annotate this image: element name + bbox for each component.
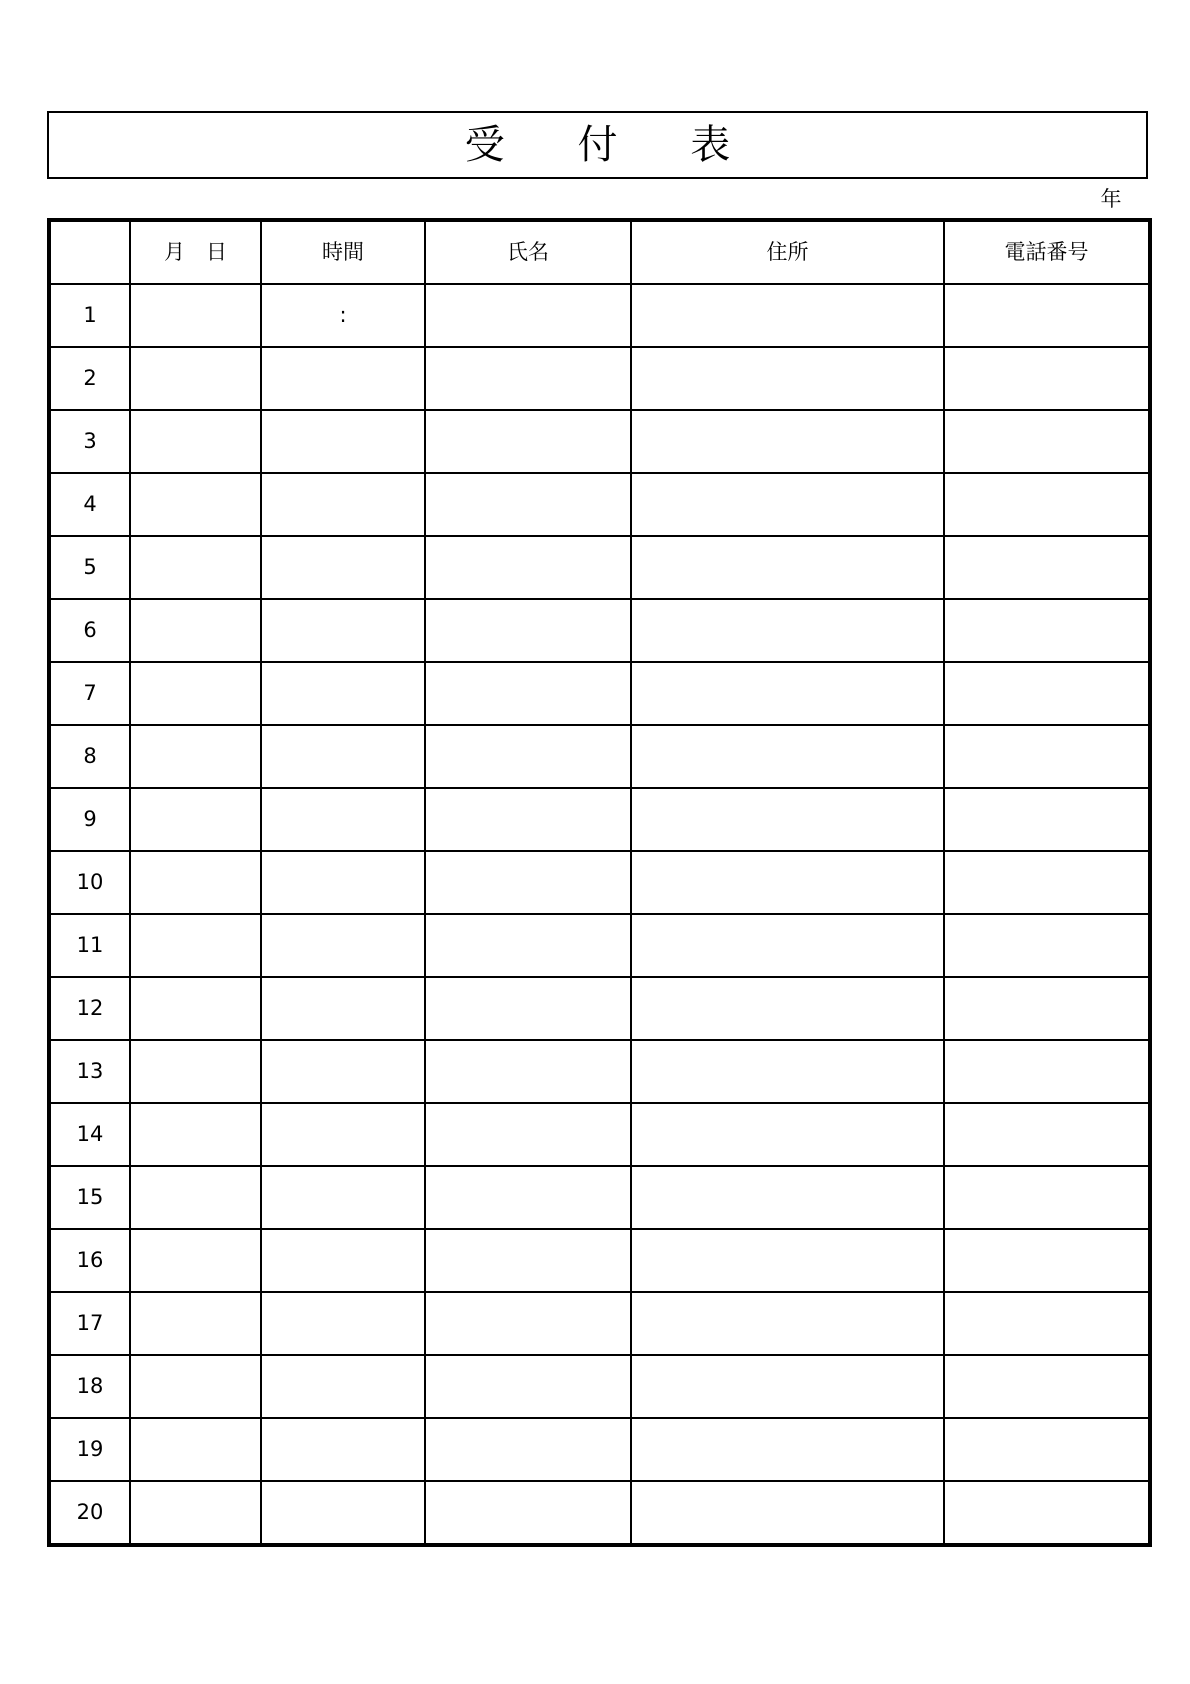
phone-cell[interactable] — [944, 1040, 1150, 1103]
date-cell[interactable] — [130, 1103, 261, 1166]
table-row — [49, 473, 1150, 536]
table-row — [49, 284, 1150, 347]
phone-cell[interactable] — [944, 473, 1150, 536]
page-title: 受 付 表 — [464, 122, 761, 168]
name-cell[interactable] — [425, 1418, 631, 1481]
address-cell[interactable] — [631, 1166, 944, 1229]
phone-cell[interactable] — [944, 662, 1150, 725]
time-cell[interactable] — [261, 1355, 425, 1418]
time-cell[interactable] — [261, 662, 425, 725]
address-cell[interactable] — [631, 1481, 944, 1545]
table-row — [49, 536, 1150, 599]
row-number: 19 — [49, 1418, 130, 1481]
name-cell[interactable] — [425, 725, 631, 788]
title-box — [47, 111, 1148, 179]
time-cell[interactable] — [261, 347, 425, 410]
date-cell[interactable] — [130, 473, 261, 536]
name-cell[interactable] — [425, 1166, 631, 1229]
phone-cell[interactable] — [944, 1292, 1150, 1355]
date-cell[interactable] — [130, 536, 261, 599]
phone-cell[interactable] — [944, 347, 1150, 410]
phone-cell[interactable] — [944, 284, 1150, 347]
name-cell[interactable] — [425, 788, 631, 851]
year-label: 年 — [1100, 187, 1122, 211]
phone-cell[interactable] — [944, 977, 1150, 1040]
date-cell[interactable] — [130, 410, 261, 473]
table-row — [49, 725, 1150, 788]
name-cell[interactable] — [425, 410, 631, 473]
date-cell[interactable] — [130, 662, 261, 725]
address-cell[interactable] — [631, 536, 944, 599]
name-cell[interactable] — [425, 284, 631, 347]
table-row — [49, 599, 1150, 662]
row-number: 16 — [49, 1229, 130, 1292]
row-number: 3 — [49, 410, 130, 473]
date-cell[interactable] — [130, 1040, 261, 1103]
name-cell[interactable] — [425, 914, 631, 977]
date-cell[interactable] — [130, 725, 261, 788]
table-row — [49, 977, 1150, 1040]
name-cell[interactable] — [425, 1481, 631, 1545]
header-address: 住所 — [631, 220, 944, 284]
phone-cell[interactable] — [944, 788, 1150, 851]
time-cell[interactable] — [261, 914, 425, 977]
row-number: 8 — [49, 725, 130, 788]
phone-cell[interactable] — [944, 851, 1150, 914]
time-cell[interactable] — [261, 473, 425, 536]
time-cell[interactable] — [261, 1481, 425, 1545]
address-cell[interactable] — [631, 410, 944, 473]
time-cell[interactable] — [261, 599, 425, 662]
phone-cell[interactable] — [944, 410, 1150, 473]
phone-cell[interactable] — [944, 599, 1150, 662]
time-cell[interactable] — [261, 788, 425, 851]
address-cell[interactable] — [631, 1229, 944, 1292]
address-cell[interactable] — [631, 347, 944, 410]
table-row — [49, 914, 1150, 977]
row-number: 7 — [49, 662, 130, 725]
row-number: 6 — [49, 599, 130, 662]
address-cell[interactable] — [631, 599, 944, 662]
row-number: 20 — [49, 1481, 130, 1545]
phone-cell[interactable] — [944, 914, 1150, 977]
date-cell[interactable] — [130, 599, 261, 662]
row-number: 15 — [49, 1166, 130, 1229]
phone-cell[interactable] — [944, 1355, 1150, 1418]
address-cell[interactable] — [631, 284, 944, 347]
address-cell[interactable] — [631, 725, 944, 788]
table-row — [49, 1355, 1150, 1418]
name-cell[interactable] — [425, 1040, 631, 1103]
row-number: 2 — [49, 347, 130, 410]
name-cell[interactable] — [425, 1292, 631, 1355]
date-cell[interactable] — [130, 347, 261, 410]
phone-cell[interactable] — [944, 536, 1150, 599]
time-cell[interactable] — [261, 1292, 425, 1355]
time-cell[interactable] — [261, 1166, 425, 1229]
name-cell[interactable] — [425, 1103, 631, 1166]
row-number: 1 — [49, 284, 130, 347]
address-cell[interactable] — [631, 662, 944, 725]
row-number: 4 — [49, 473, 130, 536]
row-number: 5 — [49, 536, 130, 599]
row-number: 17 — [49, 1292, 130, 1355]
address-cell[interactable] — [631, 473, 944, 536]
time-cell[interactable] — [261, 1418, 425, 1481]
time-cell[interactable] — [261, 1103, 425, 1166]
address-cell[interactable] — [631, 1418, 944, 1481]
address-cell[interactable] — [631, 1355, 944, 1418]
name-cell[interactable] — [425, 977, 631, 1040]
table-row — [49, 1040, 1150, 1103]
row-number: 10 — [49, 851, 130, 914]
address-cell[interactable] — [631, 1103, 944, 1166]
row-number: 12 — [49, 977, 130, 1040]
header-number — [49, 220, 130, 284]
name-cell[interactable] — [425, 851, 631, 914]
table-row — [49, 1481, 1150, 1545]
table-row — [49, 851, 1150, 914]
phone-cell[interactable] — [944, 1229, 1150, 1292]
date-cell[interactable] — [130, 851, 261, 914]
name-cell[interactable] — [425, 473, 631, 536]
table-row — [49, 347, 1150, 410]
table-row — [49, 1292, 1150, 1355]
reception-table — [47, 218, 1152, 1547]
phone-cell[interactable] — [944, 1481, 1150, 1545]
time-cell[interactable] — [261, 1040, 425, 1103]
time-cell[interactable] — [261, 536, 425, 599]
name-cell[interactable] — [425, 347, 631, 410]
date-cell[interactable] — [130, 1481, 261, 1545]
address-cell[interactable] — [631, 977, 944, 1040]
address-cell[interactable] — [631, 1040, 944, 1103]
row-number: 14 — [49, 1103, 130, 1166]
row-number: 13 — [49, 1040, 130, 1103]
name-cell[interactable] — [425, 1229, 631, 1292]
header-date: 月 日 — [130, 220, 261, 284]
address-cell[interactable] — [631, 851, 944, 914]
row-number: 11 — [49, 914, 130, 977]
name-cell[interactable] — [425, 1355, 631, 1418]
date-cell[interactable] — [130, 1166, 261, 1229]
time-cell[interactable] — [261, 1229, 425, 1292]
date-cell[interactable] — [130, 977, 261, 1040]
table-row — [49, 1166, 1150, 1229]
table-row — [49, 1418, 1150, 1481]
time-cell[interactable] — [261, 851, 425, 914]
address-cell[interactable] — [631, 914, 944, 977]
date-cell[interactable] — [130, 788, 261, 851]
date-cell[interactable] — [130, 1292, 261, 1355]
date-cell[interactable] — [130, 284, 261, 347]
table-row — [49, 1229, 1150, 1292]
table-row — [49, 410, 1150, 473]
date-cell[interactable] — [130, 1229, 261, 1292]
time-cell[interactable] — [261, 977, 425, 1040]
time-cell[interactable] — [261, 284, 425, 347]
time-cell[interactable] — [261, 410, 425, 473]
header-name: 氏名 — [425, 220, 631, 284]
phone-cell[interactable] — [944, 725, 1150, 788]
name-cell[interactable] — [425, 599, 631, 662]
time-separator: : — [339, 303, 347, 327]
phone-cell[interactable] — [944, 1166, 1150, 1229]
date-cell[interactable] — [130, 1418, 261, 1481]
table-row — [49, 1103, 1150, 1166]
date-cell[interactable] — [130, 1355, 261, 1418]
address-cell[interactable] — [631, 1292, 944, 1355]
row-number: 9 — [49, 788, 130, 851]
table-row — [49, 662, 1150, 725]
table-row — [49, 788, 1150, 851]
header-row — [49, 220, 1150, 284]
phone-cell[interactable] — [944, 1103, 1150, 1166]
date-cell[interactable] — [130, 914, 261, 977]
name-cell[interactable] — [425, 662, 631, 725]
name-cell[interactable] — [425, 536, 631, 599]
phone-cell[interactable] — [944, 1418, 1150, 1481]
header-phone: 電話番号 — [944, 220, 1150, 284]
header-time: 時間 — [261, 220, 425, 284]
row-number: 18 — [49, 1355, 130, 1418]
address-cell[interactable] — [631, 788, 944, 851]
time-cell[interactable] — [261, 725, 425, 788]
